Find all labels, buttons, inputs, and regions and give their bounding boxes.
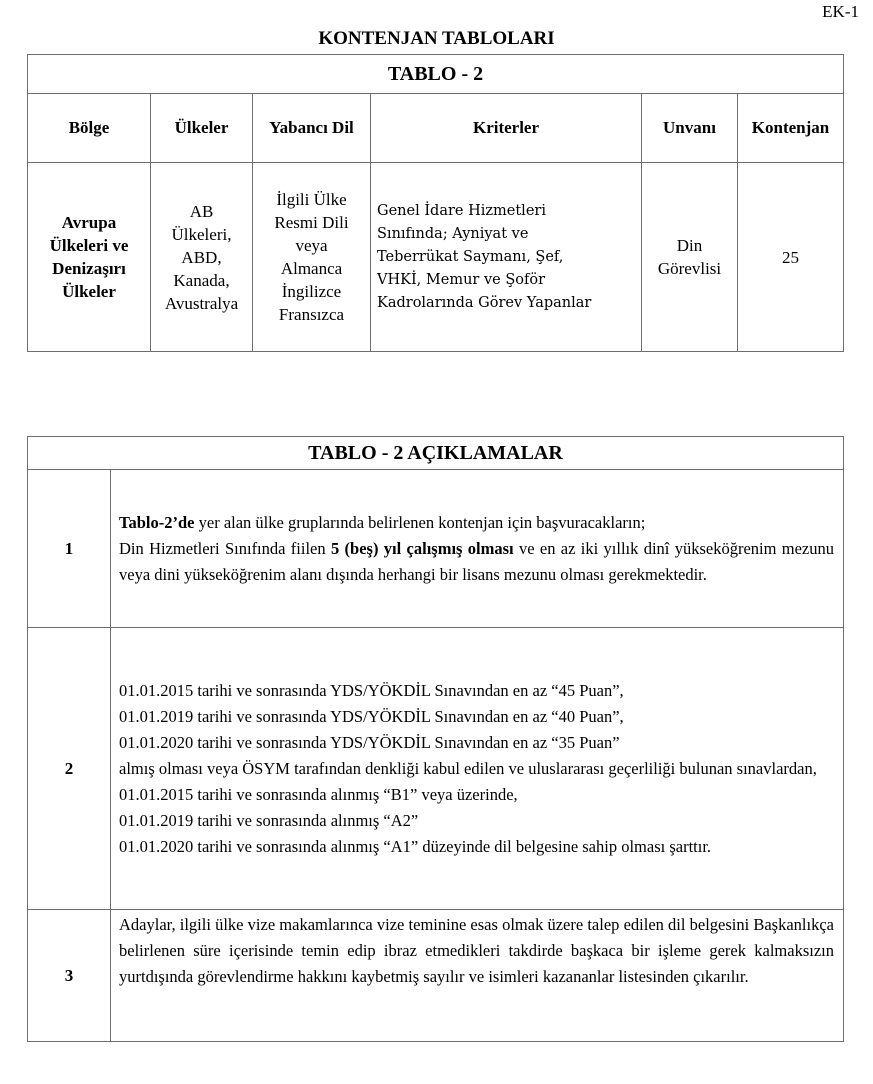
header-ulkeler: Ülkeler	[151, 94, 253, 163]
cell-line: Avustralya	[164, 293, 239, 313]
text-line: almış olması veya ÖSYM tarafından denkliği kabul edilen ve uluslararası geçerliliği bulunan sınavlardan,	[119, 758, 817, 778]
text: Din Hizmetleri Sınıfında fiilen	[119, 538, 331, 558]
cell-line: Almanca	[280, 259, 343, 278]
table-caption: TABLO - 2	[28, 55, 844, 94]
cell-line: Görevlisi	[657, 259, 722, 278]
explanation-number: 2	[28, 628, 111, 910]
bold-text: Tablo-2’de	[119, 512, 195, 532]
cell-line: Fransızca	[278, 305, 345, 324]
explanation-number: 3	[28, 910, 111, 1042]
explanation-text: Adaylar, ilgili ülke vize makamlarınca vize teminine esas olmak üzere talep edilen dil belgesini Başkanlıkça belirlenen süre içerisinde temin edip ibraz etmedikleri takdirde başkaca bir işleme gerek kalmaksızın yurtdışında görevlendirme hakkını kaybetmiş sayılır ve isimleri kazananlar listesinden çıkarılır.	[111, 910, 844, 1042]
cell-kontenjan: 25	[738, 163, 844, 352]
cell-unvan	[642, 163, 738, 352]
cell-line: Din	[676, 236, 703, 255]
explanations-table	[27, 436, 844, 1042]
cell-line: Teberrükat Saymanı, Şef,	[377, 248, 564, 265]
text-line	[119, 536, 834, 588]
explanation-text	[111, 470, 844, 628]
cell-line: Denizaşırı	[52, 259, 126, 278]
explanation-number: 1	[28, 470, 111, 628]
cell-line: Ülkeler	[62, 282, 116, 301]
cell-line: veya	[295, 236, 328, 255]
text-line: 01.01.2019 tarihi ve sonrasında alınmış “A2”	[119, 810, 419, 830]
text: ve en az iki yıllık dinî yükseköğrenim mezunu veya dini yükseköğrenim alanı dışında herhangi bir lisans mezunu olması gerekmektedir.	[119, 538, 835, 584]
header-kontenjan: Kontenjan	[738, 94, 844, 163]
cell-line: VHKİ, Memur ve Şoför	[377, 271, 546, 288]
explanation-row	[28, 910, 844, 1042]
text-line: 01.01.2015 tarihi ve sonrasında alınmış “B1” veya üzerinde,	[119, 784, 518, 804]
cell-line: İngilizce	[281, 282, 342, 301]
cell-yabanci-dil	[253, 163, 371, 352]
table-row	[28, 163, 844, 352]
cell-kriterler	[371, 163, 642, 352]
quota-table	[27, 54, 844, 352]
cell-ulkeler	[151, 163, 253, 352]
header-unvan: Unvanı	[642, 94, 738, 163]
cell-line: Kadrolarında Görev Yapanlar	[377, 294, 592, 311]
cell-line: Kanada,	[173, 270, 230, 290]
cell-line: Avrupa	[61, 213, 117, 232]
text-line: 01.01.2020 tarihi ve sonrasında YDS/YÖKDİL Sınavından en az “35 Puan”	[119, 732, 620, 752]
header-bolge: Bölge	[28, 94, 151, 163]
cell-bolge	[28, 163, 151, 352]
cell-line: Resmi Dili	[274, 213, 349, 232]
header-kriterler: Kriterler	[371, 94, 642, 163]
explanation-row	[28, 470, 844, 628]
cell-line: Ülkeleri,	[171, 224, 232, 244]
cell-line: Sınıfında; Ayniyat ve	[377, 225, 529, 242]
page-title: KONTENJAN TABLOLARI	[318, 28, 555, 49]
explanations-caption: TABLO - 2 AÇIKLAMALAR	[28, 437, 844, 470]
bold-text: 5 (beş) yıl çalışmış olması	[330, 538, 514, 558]
cell-line: Ülkeleri ve	[49, 236, 129, 255]
cell-line: AB	[189, 201, 214, 221]
page-tag: EK-1	[822, 2, 859, 21]
explanation-row	[28, 628, 844, 910]
header-yabanci-dil: Yabancı Dil	[253, 94, 371, 163]
cell-line: İlgili Ülke	[276, 190, 347, 209]
text-line: 01.01.2015 tarihi ve sonrasında YDS/YÖKDİL Sınavından en az “45 Puan”,	[119, 680, 624, 700]
text-line: 01.01.2020 tarihi ve sonrasında alınmış “A1” düzeyinde dil belgesine sahip olması şarttır.	[119, 836, 712, 856]
cell-line: ABD,	[181, 247, 222, 267]
text: yer alan ülke gruplarında belirlenen kontenjan için başvuracakların;	[194, 512, 646, 532]
cell-line: Genel İdare Hizmetleri	[377, 202, 546, 219]
text-line	[119, 510, 834, 536]
explanation-text	[111, 628, 844, 910]
text-line: 01.01.2019 tarihi ve sonrasında YDS/YÖKDİL Sınavından en az “40 Puan”,	[119, 706, 624, 726]
